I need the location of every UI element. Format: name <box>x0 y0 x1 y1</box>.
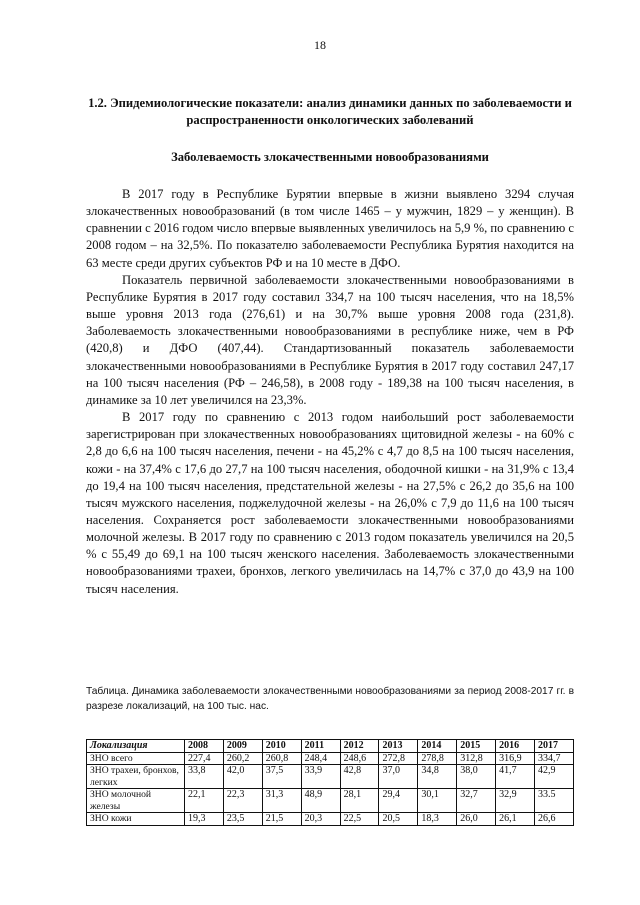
table-cell: 48,9 <box>301 789 340 813</box>
table-row <box>87 813 574 826</box>
table-cell: 312,8 <box>457 752 496 765</box>
column-header: 2011 <box>301 740 340 753</box>
table-cell: 248,6 <box>340 752 379 765</box>
column-header: 2012 <box>340 740 379 753</box>
table-cell: 41,7 <box>496 765 535 789</box>
table-cell: 227,4 <box>185 752 224 765</box>
table-cell: 32,9 <box>496 789 535 813</box>
table-cell: 278,8 <box>418 752 457 765</box>
table-row <box>87 789 574 813</box>
table-cell: 26,6 <box>535 813 574 826</box>
paragraph: В 2017 году в Республике Бурятии впервые в жизни выявлено 3294 случая злокачественных новообразований (в том числе 1465 – у мужчин, 1829 – у женщин). В сравнении с 2016 годом число впервые выявленных увеличилось на 5,9 %, по сравнению с 2008 годом – на 32,5%. По показателю заболеваемости Республика Бурятия находится на 63 месте среди других субъектов РФ и на 10 месте в ДФО. <box>86 187 574 270</box>
table-cell: 33,9 <box>301 765 340 789</box>
table-cell: ЗНО кожи <box>87 813 185 826</box>
table-cell: ЗНО трахеи, бронхов, легких <box>87 765 185 789</box>
table-cell: 37,0 <box>379 765 418 789</box>
table-cell: 30,1 <box>418 789 457 813</box>
table-row <box>87 752 574 765</box>
table-cell: 33.5 <box>535 789 574 813</box>
column-header: 2017 <box>535 740 574 753</box>
table-cell: 20,3 <box>301 813 340 826</box>
table-cell: 18,3 <box>418 813 457 826</box>
column-header: Локализация <box>87 740 185 753</box>
column-header: 2008 <box>185 740 224 753</box>
table-cell: 42,0 <box>223 765 262 789</box>
table-cell: 19,3 <box>185 813 224 826</box>
column-header: 2009 <box>223 740 262 753</box>
table-cell: 316,9 <box>496 752 535 765</box>
table-cell: 42,8 <box>340 765 379 789</box>
table-cell: 33,8 <box>185 765 224 789</box>
table-row <box>87 765 574 789</box>
table-cell: 37,5 <box>262 765 301 789</box>
table-cell: 26,0 <box>457 813 496 826</box>
table-cell: 22,3 <box>223 789 262 813</box>
table-cell: 260,8 <box>262 752 301 765</box>
table-cell: ЗНО молочной железы <box>87 789 185 813</box>
table-cell: 248,4 <box>301 752 340 765</box>
table-cell: ЗНО всего <box>87 752 185 765</box>
column-header: 2014 <box>418 740 457 753</box>
table-cell: 31,3 <box>262 789 301 813</box>
table-caption: Таблица. Динамика заболеваемости злокачественными новообразованиями за период 2008-2017 гг. в разрезе локализаций, на 100 тыс. нас. <box>86 686 574 712</box>
column-header: 2015 <box>457 740 496 753</box>
paragraph: В 2017 году по сравнению с 2013 годом наибольший рост заболеваемости зарегистрирован при злокачественных новообразованиях щитовидной железы - на 60% с 2,8 до 6,6 на 100 тысяч населения, печени - на 45,2% с 4,7 до 8,5 на 100 тысяч населения, кожи - на 37,4% с 17,6 до 27,7 на 100 тысяч населения, ободочной кишки - на 31,9% с 13,4 до 19,4 на 100 тысяч населения, предстательной железы - на 27,5% с 26,2 до 35,6 на 100 тысяч мужского населения, поджелудочной железы - на 26,0% с 7,9 до 11,6 на 100 тысяч населения. Сохраняется рост заболеваемости злокачественными новообразованиями молочной железы. В 2017 году по сравнению с 2013 годом показатель увеличился на 20,5 % с 55,49 до 69,1 на 100 тысяч женского населения. Заболеваемость злокачественными новообразованиями трахеи, бронхов, легкого увеличилась на 14,7% с 37,0 до 43,9 на 100 тысяч населения. <box>86 410 574 596</box>
table-cell: 334,7 <box>535 752 574 765</box>
table-cell: 34,8 <box>418 765 457 789</box>
table-header-row <box>87 740 574 753</box>
paragraph: Показатель первичной заболеваемости злокачественными новообразованиями в Республике Бурятия в 2017 году составил 334,7 на 100 тысяч населения, что на 18,5% выше уровня 2013 года (276,61) и на 30,7% выше уровня 2008 года (231,8). Заболеваемость злокачественными новообразованиями в республике ниже, чем в РФ (420,8) и ДФО (407,44). Стандартизованный показатель заболеваемости злокачественными новообразованиями в Республике Бурятия в 2017 году составил 247,17 на 100 тысяч населения (РФ – 246,58), в 2008 году - 189,38 на 100 тысяч населения, в динамике за 10 лет увеличился на 23,3%. <box>86 272 574 407</box>
column-header: 2016 <box>496 740 535 753</box>
table-cell: 23,5 <box>223 813 262 826</box>
table-cell: 32,7 <box>457 789 496 813</box>
section-heading: 1.2. Эпидемиологические показатели: анализ динамики данных по заболеваемости и распространенности онкологических заболеваний <box>88 96 572 127</box>
table-cell: 20,5 <box>379 813 418 826</box>
body-text <box>86 186 574 598</box>
table-cell: 272,8 <box>379 752 418 765</box>
subheading: Заболеваемость злокачественными новообразованиями <box>171 150 489 164</box>
table-cell: 29,4 <box>379 789 418 813</box>
incidence-table <box>86 739 574 826</box>
page-number: 18 <box>314 38 326 52</box>
table-cell: 26,1 <box>496 813 535 826</box>
column-header: 2010 <box>262 740 301 753</box>
table-cell: 22,5 <box>340 813 379 826</box>
table-cell: 22,1 <box>185 789 224 813</box>
table-cell: 42,9 <box>535 765 574 789</box>
table-cell: 21,5 <box>262 813 301 826</box>
table-cell: 38,0 <box>457 765 496 789</box>
table-cell: 28,1 <box>340 789 379 813</box>
table-cell: 260,2 <box>223 752 262 765</box>
column-header: 2013 <box>379 740 418 753</box>
